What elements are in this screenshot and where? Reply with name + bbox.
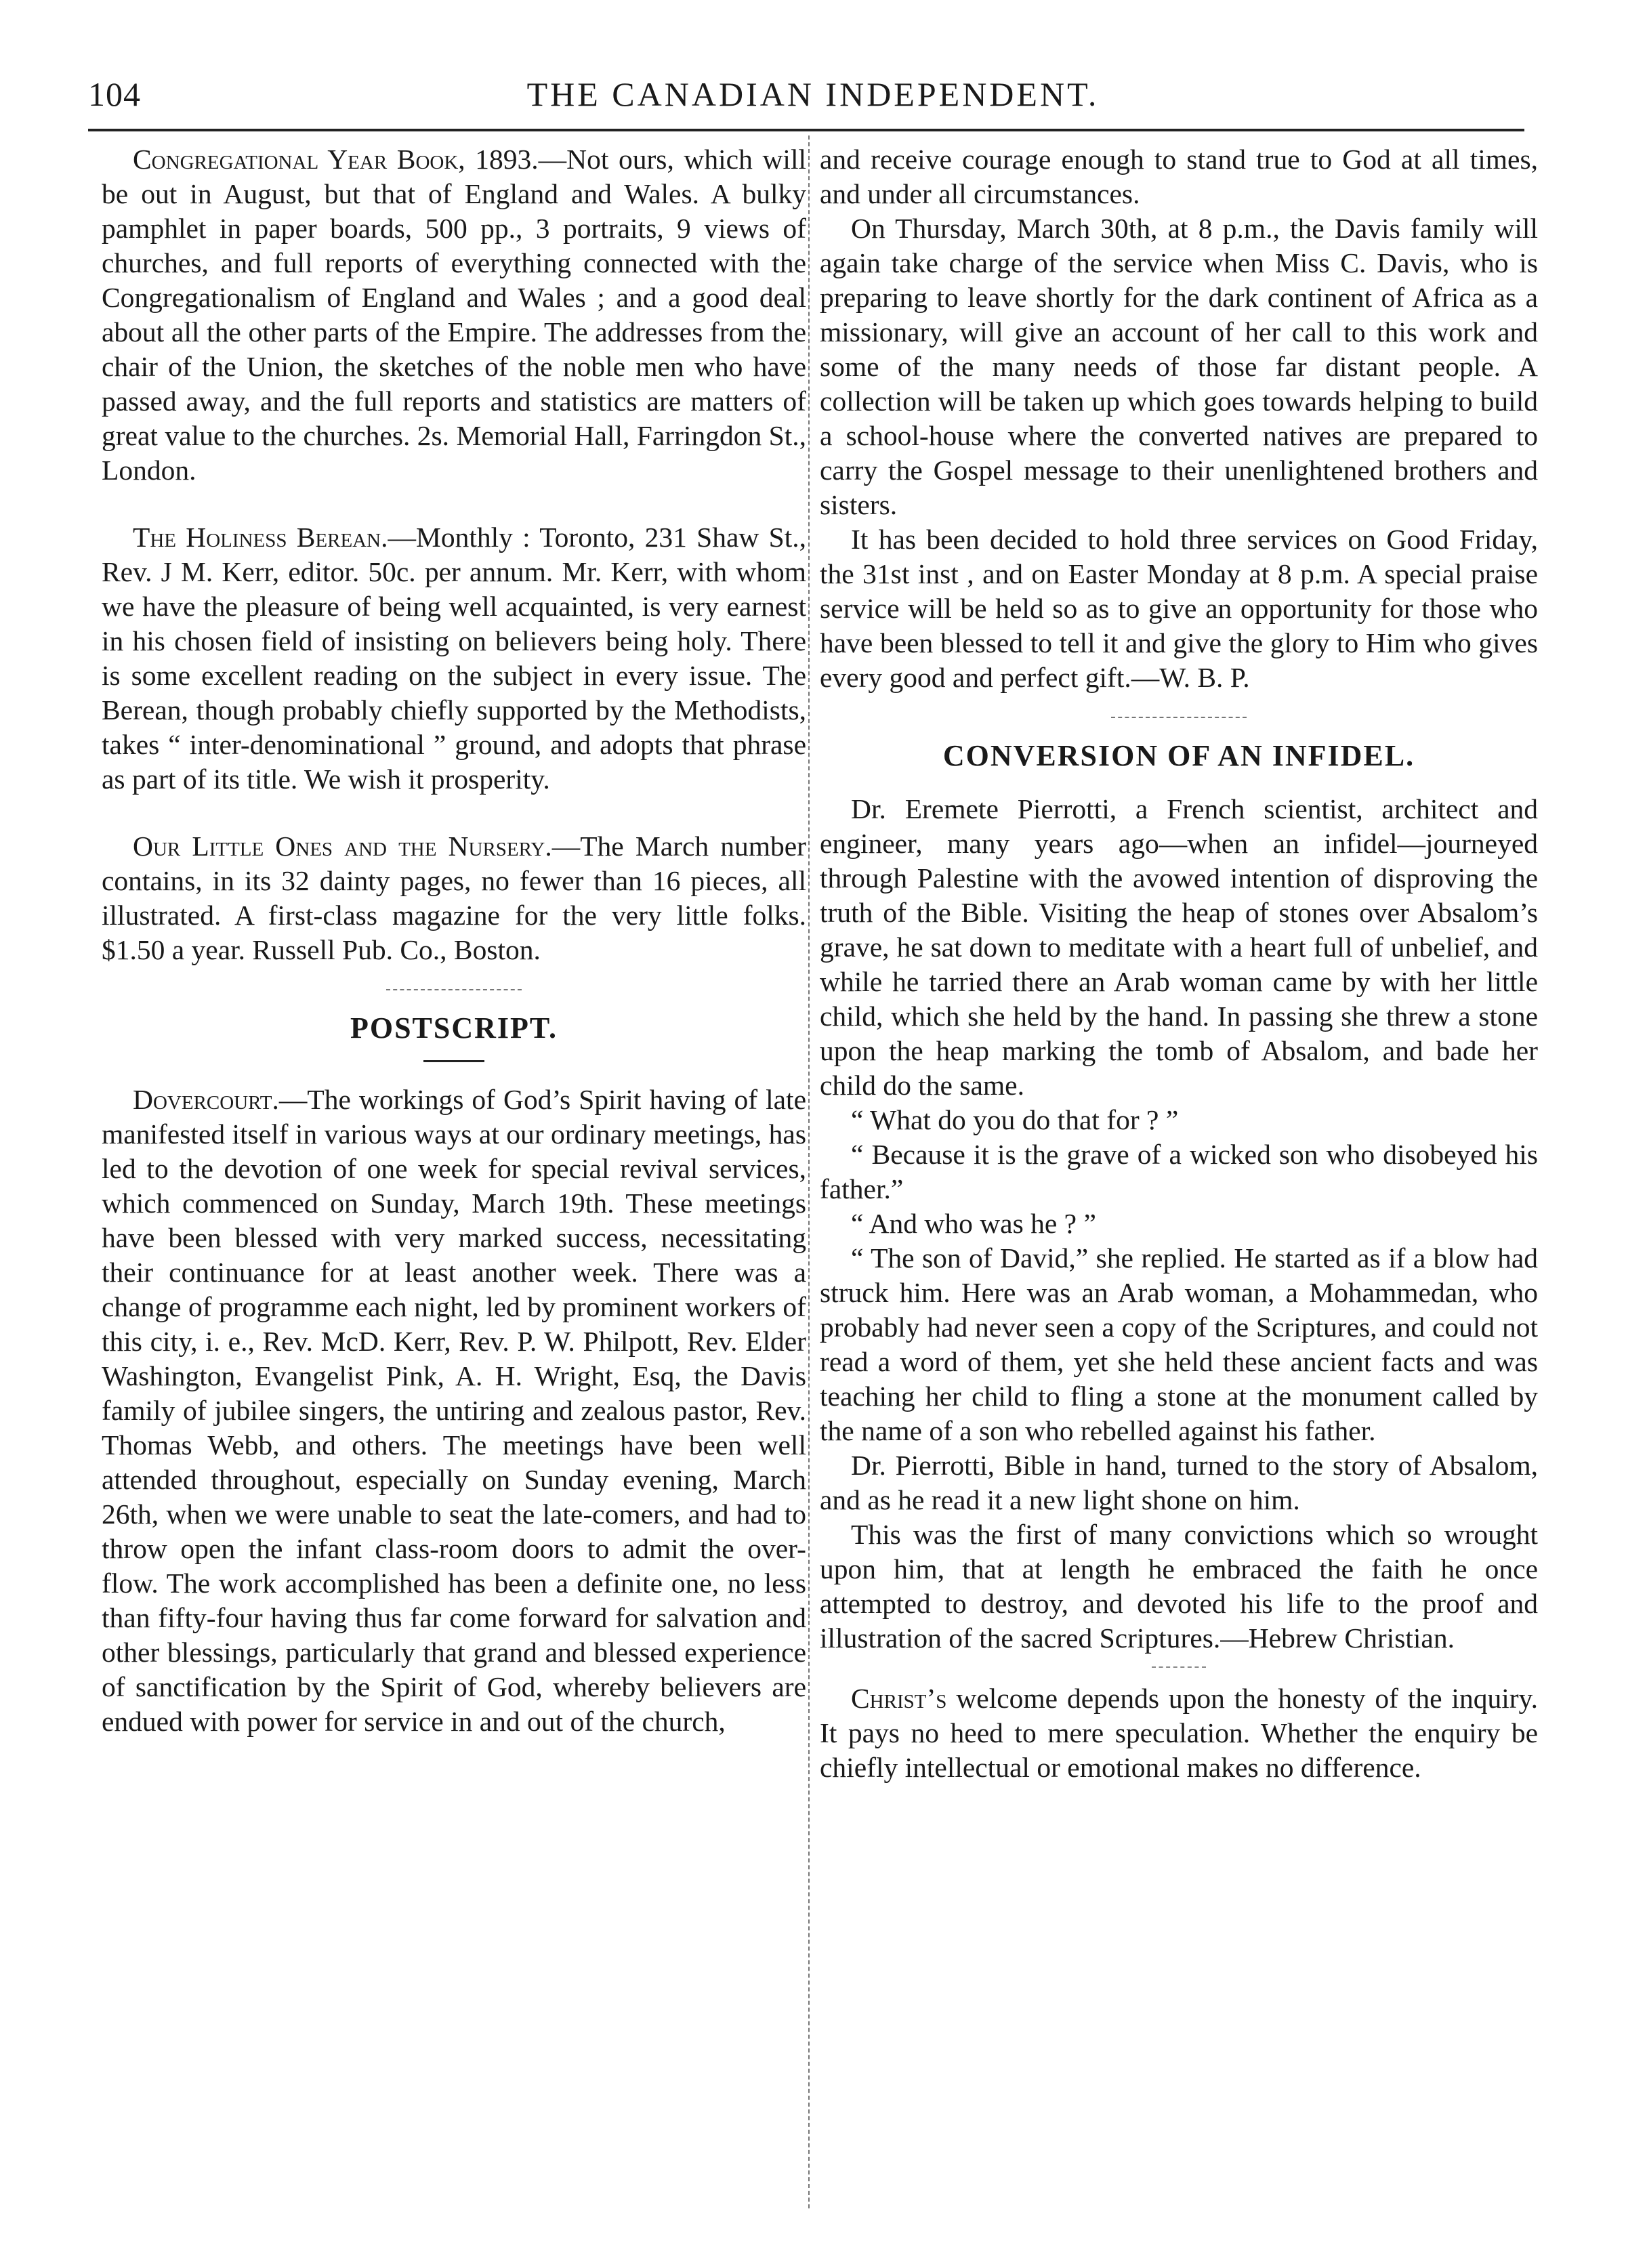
- conversion-quote-1: “ What do you do that for ? ”: [851, 1104, 1179, 1135]
- conversion-paragraph-3: Dr. Pierrotti, Bible in hand, turned to the story of Absalom, and as he read it a new light shone on him.: [820, 1450, 1538, 1515]
- running-title: THE CANADIAN INDEPENDENT.: [526, 75, 1100, 113]
- conversion-quote-3: “ And who was he ? ”: [851, 1208, 1096, 1239]
- notice-lead: Congregational Year Book, 1893.: [133, 144, 539, 175]
- paragraph-thursday-service: On Thursday, March 30th, at 8 p.m., the Davis family will again take charge of the service when Miss C. Davis, who is preparing to leave shortly for the dark continent of Africa as a missionary, will give an account of her call to this work and some of the many needs of those far distant people. A collection will be taken up which goes towards helping to build a school-house where the converted natives are prepared to carry the Gospel message to their unenlightened brothers and sisters.: [820, 213, 1538, 520]
- conversion-paragraph-1: Dr. Eremete Pierrotti, a French scientist, architect and engineer, many years ago—when an infidel—journeyed through Palestine with the avowed intention of disproving the truth of the Bible. Visiting the heap of stones over Absalom’s grave, he sat down to meditate with a heart full of unbelief, and while he tarried there an Arab woman came by with her little child, which she held by the hand. In passing she threw a stone upon the heap marking the tomb of Absalom, and bade her child do the same.: [820, 793, 1538, 1101]
- page-number: 104: [88, 75, 141, 113]
- paragraph-body: welcome depends upon the honesty of the inquiry. It pays no heed to mere speculation. Whether the enquiry be chiefly intellectual or emotional makes no difference.: [820, 1683, 1538, 1783]
- paragraph-christ-welcome: [820, 1681, 1538, 1785]
- conversion-paragraph-2: “ The son of David,” she replied. He started as if a blow had struck him. Here was an Arab woman, a Mohammedan, who probably had never seen a copy of the Scriptures, and could not read a word of them, yet she held these ancient facts and was teaching her child to fling a stone at the monument called by the name of a son who rebelled against his father.: [820, 1242, 1538, 1446]
- left-column: [102, 142, 806, 1739]
- section-separator: [386, 989, 522, 990]
- postscript-continuation: and receive courage enough to stand true to God at all times, and under all circumstances.: [820, 144, 1538, 209]
- notice-body: —Monthly : Toronto, 231 Shaw St., Rev. J M. Kerr, editor. 50c. per annum. Mr. Kerr, with whom we have the pleasure of being well acquainted, is very earnest in his chosen field of insisting on believers being holy. There is some excellent reading on the subject in every issue. The Berean, though probably chiefly supported by the Methodists, takes “ inter-denominational ” ground, and adopts that phrase as part of its title. We wish it prosperity.: [102, 522, 807, 795]
- notice-body: —The March number contains, in its 32 dainty pages, no fewer than 16 pieces, all illustrated. A first-class magazine for the very little folks. $1.50 a year. Russell Pub. Co., Boston.: [102, 831, 806, 965]
- notice-holiness-berean: [102, 520, 806, 797]
- postscript-dovercourt: [102, 1083, 806, 1739]
- section-separator: [1111, 717, 1247, 718]
- notice-year-book: [102, 142, 806, 488]
- section-separator: [1152, 1666, 1206, 1668]
- paragraph-lead: Christ’s: [851, 1683, 947, 1714]
- column-divider: [808, 135, 810, 2208]
- notice-body: —Not ours, which will be out in August, but that of England and Wales. A bulky pamphlet in paper boards, 500 pp., 3 portraits, 9 views of churches, and full reports of everything connected with the Congregationalism of England and Wales ; and a good deal about all the other parts of the Empire. The addresses from the chair of the Union, the sketches of the noble men who have passed away, and the full reports and statistics are matters of great value to the churches. 2s. Memorial Hall, Farringdon St., London.: [102, 144, 807, 486]
- postscript-heading: POSTSCRIPT.: [350, 1011, 558, 1045]
- paragraph-good-friday: It has been decided to hold three services on Good Friday, the 31st inst , and on Easter Monday at 8 p.m. A special praise service will be held so as to give an opportunity for those who have been blessed to tell it and give the glory to Him who gives every good and perfect gift.—W. B. P.: [820, 524, 1538, 693]
- conversion-quote-2: “ Because it is the grave of a wicked son who disobeyed his father.”: [820, 1139, 1538, 1204]
- notice-little-ones: [102, 829, 806, 967]
- postscript-body: —The workings of God’s Spirit having of late manifested itself in various ways at our ordinary meetings, has led to the devotion of one week for special revival services, which commenced on Sunday, March 19th. These meetings have been blessed with very marked success, necessitating their continuance for at least another week. There was a change of programme each night, led by prominent workers of this city, i. e., Rev. McD. Kerr, Rev. P. W. Philpott, Rev. Elder Washington, Evangelist Pink, A. H. Wright, Esq, the Davis family of jubilee singers, the untiring and zealous pastor, Rev. Thomas Webb, and others. The meetings have been well attended throughout, especially on Sunday evening, March 26th, when we were unable to seat the late-comers, and had to throw open the infant class-room doors to admit the over-flow. The work accomplished has been a definite one, no less than fifty-four having thus far come forward for salvation and other blessings, particularly that grand and blessed experience of sanctification by the Spirit of God, whereby believers are endued with power for service in and out of the church,: [102, 1084, 806, 1737]
- conversion-paragraph-4: This was the first of many convictions which so wrought upon him, that at length he embraced the faith he once attempted to destroy, and devoted his life to the proof and illustration of the sacred Scriptures.—Hebrew Christian.: [820, 1519, 1538, 1654]
- page-header: [88, 75, 1538, 135]
- conversion-heading: CONVERSION OF AN INFIDEL.: [942, 739, 1415, 772]
- notice-lead: The Holiness Berean.: [133, 522, 388, 553]
- heading-rule: [423, 1060, 484, 1062]
- notice-lead: Our Little Ones and the Nursery.: [133, 831, 552, 862]
- postscript-lead: Dovercourt.: [133, 1084, 279, 1115]
- header-rule: [88, 129, 1524, 131]
- right-column: [820, 142, 1538, 1785]
